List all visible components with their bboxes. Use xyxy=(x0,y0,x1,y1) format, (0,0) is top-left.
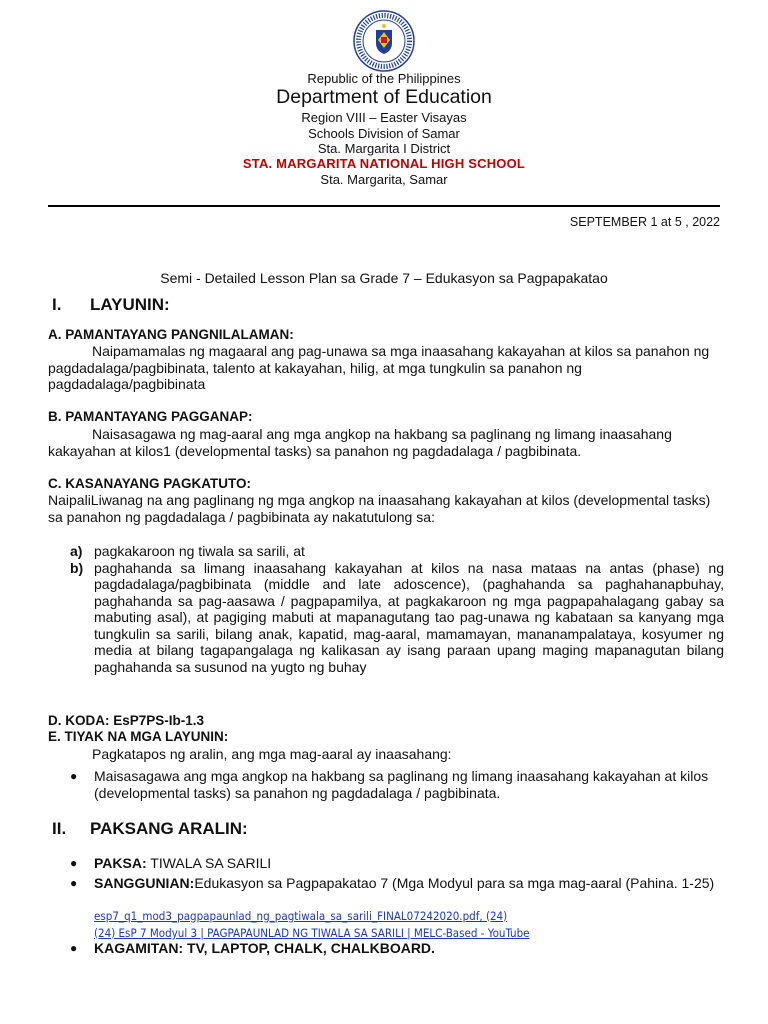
topic-value: TIWALA SA SARILI xyxy=(150,855,272,871)
list-item xyxy=(70,560,724,676)
reference-link-pdf-row xyxy=(94,907,507,925)
bullet-icon: ● xyxy=(70,769,78,783)
school-location: Sta. Margarita, Samar xyxy=(320,172,448,187)
list-marker: a) xyxy=(70,543,83,559)
performance-standard-text: Naisasagawa ng mag-aaral ang mga angkop na hakbang sa paglinang ng limang inaasahang kakayahan at kilos1 (developmental tasks) sa panahon ng pagdadalaga / pagbibinata. xyxy=(48,426,672,459)
competency-list xyxy=(70,543,724,675)
reference-link-youtube[interactable]: (24) EsP 7 Modyul 3 | PAGPAPAUNLAD NG TIWALA SA SARILI | MELC-Based - YouTube xyxy=(94,926,530,940)
region-line: Region VIII – Easter Visayas xyxy=(301,110,467,125)
header-divider xyxy=(48,205,720,207)
list-item-text: paghahanda sa limang inaasahang kakayahan at kilos na nasa mataas na antas (phase) ng pagdadalaga/pagbibinata (middle and late adoscence), (paghahanda sa paghahanapbuhay, paghahanda sa pag-aasawa / pagpapamilya, at pagkakaroon ng mga pagpapahalagang gabay sa mabuting asal), at pagiging mabuti at mapanagutang tao pag-unawa ng kabataan sa kanyang mga tungkulin sa sarili, bilang anak, kapatid, mag-aaral, mamamayan, mananampalataya, kosyumer ng media at bilang tagapangalaga ng kalikasan ay isang paraan upang maging mapanagutan bilang paghahanda sa susunod na yugto ng buhay xyxy=(94,559,724,675)
reference-value: Edukasyon sa Pagpapakatao 7 (Mga Modyul para sa mga mag-aaral (Pahina. 1-25) xyxy=(194,875,715,891)
reference-label: SANGGUNIAN: xyxy=(94,875,195,891)
section-2-label: PAKSANG ARALIN: xyxy=(90,819,248,838)
list-item xyxy=(70,543,724,560)
code-heading: D. KODA: EsP7PS-Ib-1.3 xyxy=(48,713,205,728)
deped-seal-logo xyxy=(353,10,415,72)
learning-competency-heading: C. KASANAYANG PAGKATUTO: xyxy=(48,476,252,491)
objectives-heading: E. TIYAK NA MGA LAYUNIN: xyxy=(48,729,229,744)
topic-label: PAKSA: xyxy=(94,855,147,871)
materials-item xyxy=(70,940,724,957)
school-name: STA. MARGARITA NATIONAL HIGH SCHOOL xyxy=(242,156,526,171)
section-1-number: I. xyxy=(52,295,62,314)
section-2-number: II. xyxy=(52,819,67,838)
bullet-icon: ● xyxy=(70,941,78,955)
bullet-icon: ● xyxy=(70,876,78,890)
division-line: Schools Division of Samar xyxy=(308,126,460,141)
topic-item xyxy=(70,855,724,872)
bullet-icon: ● xyxy=(70,856,78,870)
department-title: Department of Education xyxy=(276,86,492,108)
objective-text: Maisasagawa ang mga angkop na hakbang sa paglinang ng limang inaasahang kakayahan at kilos (developmental tasks) sa panahon ng pagdadalaga / pagbibinata. xyxy=(94,768,709,801)
objective-item xyxy=(70,768,724,801)
content-standard-heading: A. PAMANTAYANG PANGNILALAMAN: xyxy=(48,327,294,342)
republic-line: Republic of the Philippines xyxy=(307,71,461,86)
lesson-plan-title: Semi - Detailed Lesson Plan sa Grade 7 – Edukasyon sa Pagpapakatao xyxy=(160,270,608,286)
learning-competency-text: NaipaliLiwanag na ang paglinang ng mga angkop na inaasahang kakayahan at kilos (developmental tasks) sa panahon ng pagdadalaga / pagbibinata ay nakatutulong sa: xyxy=(48,492,711,525)
performance-standard-heading: B. PAMANTAYANG PAGGANAP: xyxy=(48,409,253,424)
section-1-label: LAYUNIN: xyxy=(90,295,170,314)
section-2-heading xyxy=(52,819,248,839)
list-item-text: pagkakaroon ng tiwala sa sarili, at xyxy=(94,543,305,559)
objectives-intro: Pagkatapos ng aralin, ang mga mag-aaral ay inaasahang: xyxy=(92,746,452,762)
district-line: Sta. Margarita I District xyxy=(317,141,451,156)
content-standard-text: Naipamamalas ng magaaral ang pag-unawa sa mga inaasahang kakayahan at kilos sa panahon ng pagdadalaga/pagbibinata, talento at kakayahan, hilig, at mga tungkulin sa panahon ng pagdadalaga/pagbibinata xyxy=(48,343,710,392)
section-1-heading xyxy=(52,295,170,315)
list-marker: b) xyxy=(70,559,84,576)
reference-link-pdf[interactable]: esp7_q1_mod3_pagpapaunlad_ng_pagtiwala_sa_sarili_FINAL07242020.pdf, (24) xyxy=(94,909,508,923)
reference-item xyxy=(70,875,724,892)
lesson-date: SEPTEMBER 1 at 5 , 2022 xyxy=(569,215,720,229)
materials-text: KAGAMITAN: TV, LAPTOP, CHALK, CHALKBOARD. xyxy=(94,940,435,956)
